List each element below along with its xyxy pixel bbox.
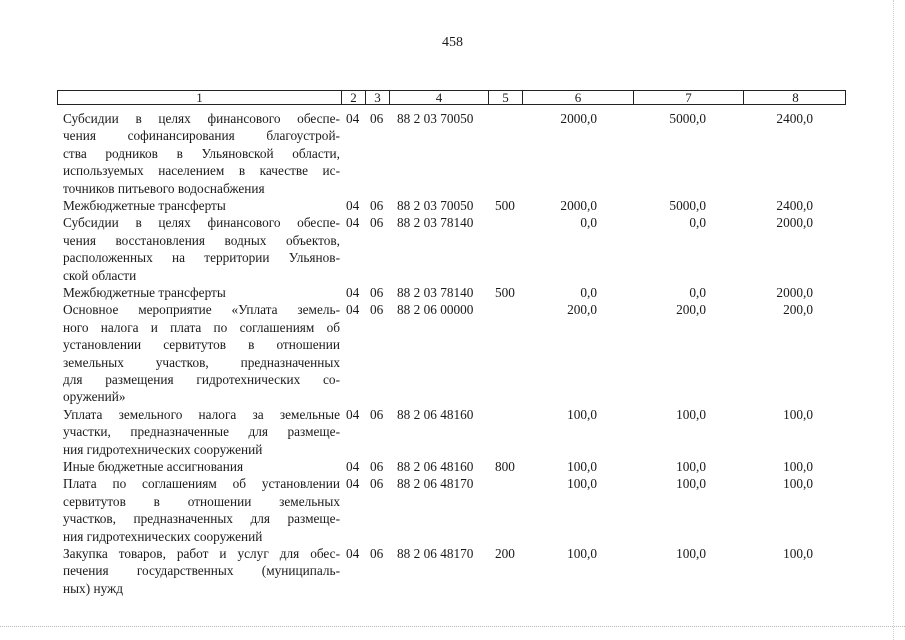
description-line: Плата по соглашениям об установлении <box>63 476 340 492</box>
scan-bottom-line <box>0 626 905 627</box>
cell-col-8: 2000,0 <box>776 215 813 231</box>
cell-col-7: 0,0 <box>689 215 706 231</box>
cell-col-7: 5000,0 <box>669 198 706 213</box>
cell-col-5: 200 <box>495 546 515 561</box>
description-line: участки, предназначенные для размеще- <box>63 424 340 440</box>
cell-col-8: 2400,0 <box>776 198 813 213</box>
cell-col-2: 04 <box>346 198 360 213</box>
description-line: ской области <box>63 267 137 283</box>
header-cell-2: 2 <box>341 90 365 105</box>
header-cell-6: 6 <box>522 90 633 105</box>
description-line: ных) нужд <box>63 580 123 596</box>
header-cell-8: 8 <box>743 90 847 105</box>
cell-col-8: 100,0 <box>783 459 813 474</box>
cell-col-6: 200,0 <box>567 302 597 318</box>
cell-col-3: 06 <box>370 459 384 474</box>
cell-col-4: 88 2 03 70050 <box>397 111 474 126</box>
cell-col-6: 100,0 <box>567 476 597 492</box>
header-cell-3: 3 <box>365 90 389 105</box>
cell-col-6: 100,0 <box>567 546 597 561</box>
description-line: чения софинансирования благоустрой- <box>63 128 340 144</box>
cell-col-5: 500 <box>495 285 515 300</box>
cell-col-3: 06 <box>370 302 384 318</box>
cell-col-3: 06 <box>370 476 384 492</box>
cell-col-6: 0,0 <box>580 215 597 231</box>
description-line: Иные бюджетные ассигнования <box>63 459 244 474</box>
description-line: Межбюджетные трансферты <box>63 285 226 300</box>
cell-col-4: 88 2 06 48160 <box>397 459 474 474</box>
row-description <box>63 197 340 214</box>
row-description <box>63 110 340 197</box>
description-line: ного налога и плата по соглашениям об <box>63 319 340 335</box>
table-header-row <box>57 90 846 105</box>
cell-col-2: 04 <box>346 285 360 300</box>
row-description <box>63 406 340 458</box>
description-line: Основное мероприятие «Уплата земель- <box>63 302 340 318</box>
row-description <box>63 301 340 405</box>
description-line: Межбюджетные трансферты <box>63 198 226 213</box>
cell-col-7: 100,0 <box>676 406 706 422</box>
cell-col-3: 06 <box>370 198 384 213</box>
cell-col-8: 2400,0 <box>776 111 813 126</box>
cell-col-6: 100,0 <box>567 406 597 422</box>
header-cell-7: 7 <box>633 90 743 105</box>
cell-col-6: 0,0 <box>580 285 597 300</box>
description-line: сервитутов в отношении земельных <box>63 493 340 509</box>
description-line: печения государственных (муниципаль- <box>63 563 340 579</box>
cell-col-8: 100,0 <box>783 476 813 492</box>
row-description <box>63 284 340 301</box>
cell-col-6: 100,0 <box>567 459 597 474</box>
cell-col-8: 100,0 <box>783 406 813 422</box>
budget-table <box>57 90 846 596</box>
cell-col-2: 04 <box>346 546 360 561</box>
description-line: ства родников в Ульяновской области, <box>63 145 340 161</box>
header-cell-5: 5 <box>488 90 522 105</box>
description-line: Закупка товаров, работ и услуг для обес- <box>63 546 340 561</box>
cell-col-3: 06 <box>370 111 384 126</box>
description-line: земельных участков, предназначенных <box>63 354 340 370</box>
cell-col-8: 200,0 <box>783 302 813 318</box>
row-description <box>63 545 340 597</box>
cell-col-8: 100,0 <box>783 546 813 561</box>
header-cell-1: 1 <box>196 90 203 105</box>
description-line: оружений» <box>63 389 126 405</box>
description-line: чения восстановления водных объектов, <box>63 232 340 248</box>
cell-col-7: 200,0 <box>676 302 706 318</box>
description-line: Субсидии в целях финансового обеспе- <box>63 111 340 126</box>
header-cell-4: 4 <box>389 90 488 105</box>
description-line: Уплата земельного налога за земельные <box>63 406 340 422</box>
cell-col-3: 06 <box>370 546 384 561</box>
description-line: ния гидротехнических сооружений <box>63 441 263 457</box>
row-description <box>63 475 340 545</box>
cell-col-4: 88 2 03 78140 <box>397 285 474 300</box>
cell-col-2: 04 <box>346 459 360 474</box>
cell-col-2: 04 <box>346 215 360 231</box>
cell-col-7: 100,0 <box>676 546 706 561</box>
description-line: для размещения гидротехнических со- <box>63 371 340 387</box>
cell-col-6: 2000,0 <box>560 111 597 126</box>
cell-col-7: 5000,0 <box>669 111 706 126</box>
description-line: используемых населением в качестве ис- <box>63 163 340 179</box>
cell-col-3: 06 <box>370 215 384 231</box>
description-line: установлении сервитутов в отношении <box>63 337 340 353</box>
cell-col-6: 2000,0 <box>560 198 597 213</box>
page-number: 458 <box>442 35 463 50</box>
cell-col-5: 800 <box>495 459 515 474</box>
cell-col-2: 04 <box>346 406 360 422</box>
cell-col-7: 0,0 <box>689 285 706 300</box>
description-line: Субсидии в целях финансового обеспе- <box>63 215 340 231</box>
description-line: ния гидротехнических сооружений <box>63 528 263 544</box>
description-line: участков, предназначенных для размеще- <box>63 511 340 527</box>
cell-col-4: 88 2 06 48170 <box>397 476 474 492</box>
cell-col-7: 100,0 <box>676 459 706 474</box>
cell-col-4: 88 2 03 78140 <box>397 215 474 231</box>
cell-col-3: 06 <box>370 285 384 300</box>
cell-col-5: 500 <box>495 198 515 213</box>
cell-col-7: 100,0 <box>676 476 706 492</box>
cell-col-2: 04 <box>346 111 360 126</box>
cell-col-4: 88 2 06 48160 <box>397 406 474 422</box>
cell-col-2: 04 <box>346 302 360 318</box>
row-description <box>63 458 340 475</box>
row-description <box>63 214 340 284</box>
cell-col-4: 88 2 06 00000 <box>397 302 474 318</box>
cell-col-4: 88 2 06 48170 <box>397 546 474 561</box>
scan-edge-line <box>893 0 894 640</box>
cell-col-4: 88 2 03 70050 <box>397 198 474 213</box>
description-line: расположенных на территории Ульянов- <box>63 250 340 266</box>
cell-col-8: 2000,0 <box>776 285 813 300</box>
cell-col-3: 06 <box>370 406 384 422</box>
cell-col-2: 04 <box>346 476 360 492</box>
description-line: точников питьевого водоснабжения <box>63 180 265 196</box>
